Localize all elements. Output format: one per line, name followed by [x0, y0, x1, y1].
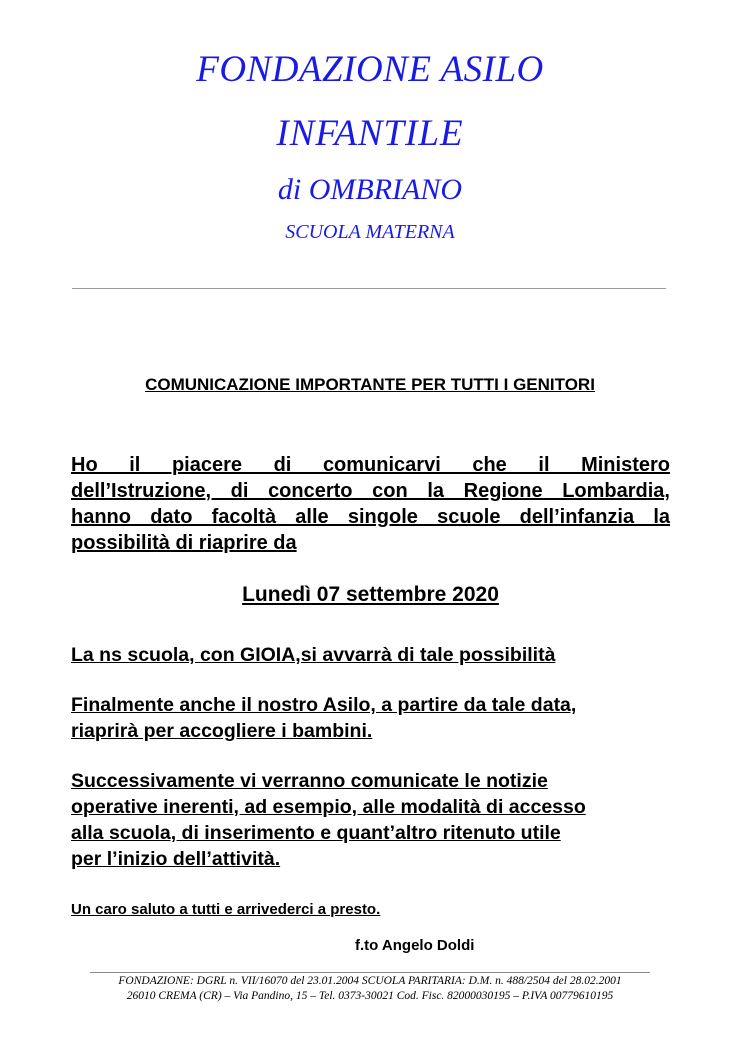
paragraph-line: alla scuola, di inserimento e quant’altro ritenuto utile [71, 822, 561, 844]
announcement-paragraph-3 [71, 692, 691, 744]
announcement-paragraph-4 [71, 768, 691, 872]
paragraph-line: Successivamente vi verranno comunicate le notizie [71, 770, 548, 792]
footer-address: 26010 CREMA (CR) – Via Pandino, 15 – Tel. 0373-30021 Cod. Fisc. 82000030195 – P.IVA 00779610195 [126, 990, 614, 1002]
paragraph-line: possibilità di riaprire da [71, 532, 297, 554]
footer-registration: FONDAZIONE: DGRL n. VII/16070 del 23.01.2004 SCUOLA PARITARIA: D.M. n. 488/2504 del 28.02.2001 [118, 975, 622, 987]
foundation-name-line2: INFANTILE [276, 113, 464, 154]
reopening-date: Lunedì 07 settembre 2020 [242, 583, 499, 606]
paragraph-line: dell’Istruzione, di concerto con la Regione Lombardia, [71, 480, 670, 502]
paragraph-line: per l’inizio dell’attività. [71, 848, 281, 870]
paragraph-line: riaprirà per accogliere i bambini. [71, 720, 373, 742]
paragraph-line: Ho il piacere di comunicarvi che il Ministero [71, 454, 670, 476]
paragraph-line: Finalmente anche il nostro Asilo, a partire da tale data, [71, 694, 577, 716]
header-divider [72, 288, 666, 289]
announcement-heading: COMUNICAZIONE IMPORTANTE PER TUTTI I GENITORI [145, 375, 595, 394]
closing-greeting: Un caro saluto a tutti e arrivederci a presto. [71, 901, 381, 918]
paragraph-line: operative inerenti, ad esempio, alle modalità di accesso [71, 796, 586, 818]
school-type: SCUOLA MATERNA [285, 221, 455, 243]
foundation-location: di OMBRIANO [277, 173, 463, 206]
foundation-name-line1: FONDAZIONE ASILO [196, 49, 544, 90]
announcement-paragraph-1 [71, 452, 670, 556]
paragraph-line: hanno dato facoltà alle singole scuole dell’infanzia la [71, 506, 670, 528]
announcement-paragraph-2: La ns scuola, con GIOIA,si avvarrà di tale possibilità [71, 644, 556, 666]
signature: f.to Angelo Doldi [355, 937, 475, 954]
footer-divider [90, 972, 650, 973]
